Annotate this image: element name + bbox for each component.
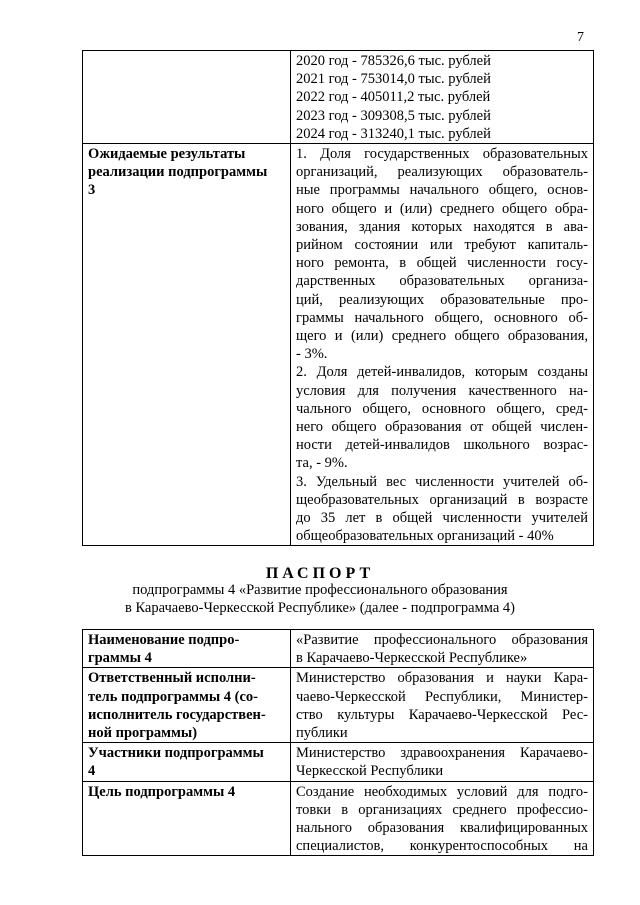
row-label [83,630,291,668]
text-line: специалистов, конкурентоспособных на [296,838,588,855]
text-line: общеобразовательных организаций - 40% [296,528,554,545]
passport-title: ПАСПОРТ [265,565,375,582]
funding-line-2021: 2021 год - 753014,0 тыс. рублей [296,71,491,88]
page-number: 7 [577,30,584,45]
expected-results-row [83,144,594,546]
text-line: условия для получения качественного на- [296,382,588,399]
text-line: ций, реализующих образовательные про- [296,291,588,308]
text-line: та, - 9%. [296,455,348,472]
text-line: в Карачаево-Черкесской Республике» [296,650,528,667]
funding-values-cell [291,51,594,144]
funding-label-cell [83,51,291,144]
text-line: ные программы начального общего, основ- [296,182,588,199]
row-value [291,668,594,743]
row-label [83,668,291,743]
text-line: товки в организациях среднего профессио- [296,801,588,818]
row-value [291,630,594,668]
text-line: 1. Доля государственных образовательных [296,146,588,163]
text-line: щеобразовательных организаций в возрасте [296,491,588,508]
passport-subtitle-line-2: в Карачаево-Черкесской Республике» (далее - подпрограмма 4) [124,600,516,616]
label-line: тель подпрограммы 4 (со- [88,688,258,705]
text-line: до 35 лет в общей численности учителей [296,510,588,527]
text-line: 3. Удельный вес численности учителей об- [296,473,588,490]
funding-line-2022: 2022 год - 405011,2 тыс. рублей [296,89,491,106]
label-line: исполнитель государствен- [88,706,266,723]
label-line: Участники подпрограммы [88,745,264,762]
label-line: Ожидаемые результаты [88,146,246,163]
expected-results-text [291,144,594,546]
label-line: реализации подпрограммы [88,164,268,181]
text-line: Министерство образования и науки Кара- [296,670,588,687]
label-line: граммы 4 [88,650,152,667]
funding-line-2020: 2020 год - 785326,6 тыс. рублей [296,53,491,69]
row-value [291,781,594,856]
passport-row-participants [83,743,594,781]
label-line: Цель подпрограммы 4 [88,783,236,800]
text-line: Министерство здравоохранения Карачаево- [296,745,588,762]
text-line: ного ремонта, в общей численности госу- [296,255,588,272]
funding-line-2024: 2024 год - 313240,1 тыс. рублей [296,125,491,142]
passport-subtitle-line-1: подпрограммы 4 «Развитие профессионального образования [132,582,508,598]
text-line: дарственных образовательных организа- [296,273,588,290]
text-line: чаево-Черкесской Республики, Министер- [296,688,588,705]
text-line: чального общего, основного общего, сред- [296,400,588,417]
text-line: рийном состоянии или требуют капиталь- [296,237,588,254]
row-label [83,781,291,856]
text-line: нального образования квалифицированных [296,820,588,837]
funding-line-2023: 2023 год - 309308,5 тыс. рублей [296,107,491,124]
text-line: 2. Доля детей-инвалидов, которым созданы [296,364,588,381]
text-line: щего и (или) среднего общего образования, [296,328,588,345]
subprogram-4-passport-table [82,629,594,856]
text-line: публики [296,725,348,742]
label-line: 4 [88,763,96,780]
funding-row [83,51,594,144]
text-line: граммы начального общего, основного об- [296,309,588,326]
expected-results-label [83,144,291,546]
text-line: ности детей-инвалидов школьного возрас- [296,437,588,454]
text-line: Черкесской Республики [296,763,444,780]
text-line: ного общего и (или) среднего общего обра- [296,200,588,217]
row-value [291,743,594,781]
row-label [83,743,291,781]
label-line: Ответственный исполни- [88,670,256,687]
passport-row-goal [83,781,594,856]
text-line: него общего образования от общей числен- [296,419,588,436]
text-line: «Развитие профессионального образования [296,632,588,648]
label-line: 3 [88,182,96,199]
label-line: ной программы) [88,725,198,742]
text-line: организаций, реализующих образователь- [296,164,588,181]
passport-row-executor [83,668,594,743]
label-line: Наименование подпро- [88,632,240,648]
text-line: - 3%. [296,346,328,363]
subprogram-3-passport-table-continued [82,50,594,546]
text-line: ство культуры Карачаево-Черкесской Рес- [296,706,588,723]
text-line: Создание необходимых условий для подго- [296,783,588,800]
passport-row-name [83,630,594,668]
text-line: зования, здания которых находятся в ава- [296,218,588,235]
